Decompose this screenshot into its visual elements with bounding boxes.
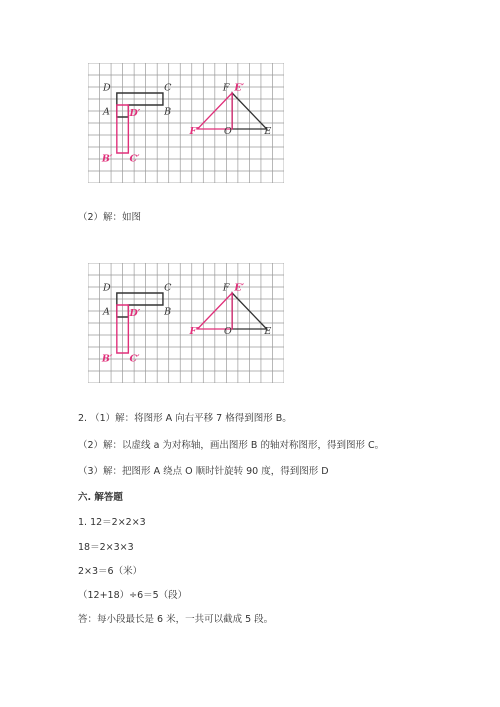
label-Cp: C′ (129, 353, 140, 365)
label-D: D (102, 82, 111, 94)
label-Bp: B′ (101, 153, 113, 165)
solution-line-3: 2×3＝6（米） (78, 566, 143, 577)
label-A: A (102, 106, 110, 118)
section-6-heading: 六. 解答题 (78, 492, 123, 503)
answer-q2-part3: （3）解：把图形 A 绕点 O 顺时针旋转 90 度，得到图形 D (78, 466, 329, 477)
label-Bp: B′ (101, 353, 113, 365)
label-B: B (164, 306, 172, 318)
label-A: A (102, 306, 110, 318)
label-Cp: C′ (129, 153, 140, 165)
label-E: E (264, 325, 272, 337)
label-C: C (164, 282, 172, 294)
label-Fp: F′ (189, 325, 199, 337)
solution-line-2: 18＝2×3×3 (78, 542, 134, 553)
label-D: D (102, 282, 111, 294)
label-F: F (222, 82, 230, 94)
label-Ep: E′ (234, 282, 245, 294)
solution-line-1: 1. 12＝2×2×3 (78, 517, 146, 528)
answer-q2-part2: （2）解：以虚线 a 为对称轴，画出图形 B 的轴对称图形，得到图形 C。 (78, 440, 385, 451)
solution-line-4: （12+18）÷6＝5（段） (78, 590, 188, 601)
label-Dp: D′ (129, 307, 141, 319)
grid-svg (88, 263, 284, 383)
solution-answer: 答：每小段最长是 6 米，一共可以截成 5 段。 (78, 614, 274, 625)
label-B: B (164, 106, 172, 118)
grid-figure-1 (88, 63, 284, 183)
label-Dp: D′ (129, 107, 141, 119)
label-C: C (164, 82, 172, 94)
label-E: E (264, 125, 272, 137)
grid-figure-2 (88, 263, 284, 383)
label-O: O (224, 325, 232, 337)
answer-q1-part2: （2）解：如图 (78, 212, 142, 223)
label-O: O (224, 125, 232, 137)
label-Ep: E′ (234, 82, 245, 94)
answer-q2-part1: 2. （1）解：将图形 A 向右平移 7 格得到图形 B。 (78, 413, 292, 424)
label-F: F (222, 282, 230, 294)
grid-svg (88, 63, 284, 183)
label-Fp: F′ (189, 125, 199, 137)
